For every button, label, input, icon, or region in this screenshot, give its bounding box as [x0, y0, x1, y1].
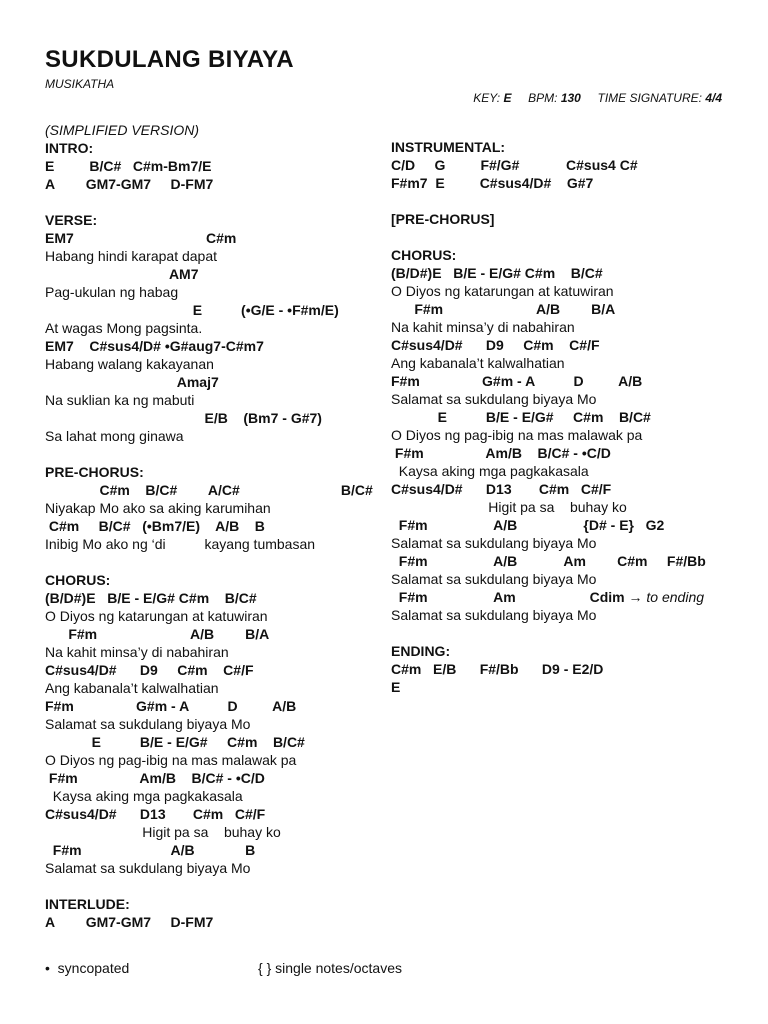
lyric-line: Na kahit minsa’y di nabahiran [391, 319, 575, 335]
chord-line: F#m Am/B B/C# - •C/D [391, 445, 611, 461]
spacer [391, 192, 706, 210]
song-meta [473, 91, 722, 105]
right-column [391, 138, 706, 696]
section-heading: [PRE-CHORUS] [391, 211, 495, 227]
lyric-line: Kaysa aking mga pagkakasala [45, 788, 243, 804]
time-signature-value: 4/4 [705, 91, 722, 105]
chord-line: E B/C# C#m-Bm7/E [45, 158, 212, 174]
lyric-line: Salamat sa sukdulang biyaya Mo [391, 535, 597, 551]
lyric-line: Salamat sa sukdulang biyaya Mo [391, 391, 597, 407]
chord-line: EM7 C#m [45, 230, 237, 246]
bpm-label: BPM: [528, 91, 561, 105]
lyric-line: Salamat sa sukdulang biyaya Mo [391, 607, 597, 623]
section-heading: CHORUS: [391, 247, 457, 263]
lyric-line: Habang walang kakayanan [45, 356, 214, 372]
chord-line: C#sus4/D# D13 C#m C#/F [391, 481, 612, 497]
bpm-value: 130 [560, 91, 581, 105]
left-column [45, 121, 373, 931]
spacer [45, 445, 373, 463]
lyric-line: O Diyos ng pag-ibig na mas malawak pa [45, 752, 297, 768]
footer-legend-syncopated: • syncopated [45, 960, 130, 976]
chord-line: AM7 [45, 266, 199, 282]
chord-line: F#m G#m - A D A/B [45, 698, 297, 714]
chord-line: A GM7-GM7 D-FM7 [45, 914, 214, 930]
chord-line: F#m A/B B/A [391, 301, 616, 317]
chord-line: E [391, 679, 401, 695]
key-value: E [503, 91, 512, 105]
lyric-line: Ang kabanala’t kalwalhatian [391, 355, 565, 371]
chord-line: C#m E/B F#/Bb D9 - E2/D [391, 661, 604, 677]
lyric-line: O Diyos ng pag-ibig na mas malawak pa [391, 427, 643, 443]
lyric-line: Salamat sa sukdulang biyaya Mo [45, 716, 251, 732]
chord-line: C/D G F#/G# C#sus4 C# [391, 157, 638, 173]
spacer [45, 553, 373, 571]
chord-line: (B/D#)E B/E - E/G# C#m B/C# [45, 590, 257, 606]
lyric-line: Ang kabanala’t kalwalhatian [45, 680, 219, 696]
key-label: KEY: [473, 91, 504, 105]
spacer [45, 193, 373, 211]
lyric-line: Salamat sa sukdulang biyaya Mo [391, 571, 597, 587]
lyric-line: O Diyos ng katarungan at katuwiran [45, 608, 268, 624]
chord-line: F#m A/B B [45, 842, 256, 858]
artist-name: MUSIKATHA [45, 77, 115, 91]
spacer [391, 228, 706, 246]
chord-line: C#m B/C# (•Bm7/E) A/B B [45, 518, 265, 534]
lyric-line: Sa lahat mong ginawa [45, 428, 184, 444]
lyric-line: Salamat sa sukdulang biyaya Mo [45, 860, 251, 876]
chord-line [391, 588, 706, 606]
section-heading: CHORUS: [45, 572, 111, 588]
footer-legend-single-notes: { } single notes/octaves [258, 960, 402, 976]
time-signature-label: TIME SIGNATURE: [597, 91, 706, 105]
chord-line: F#m7 E C#sus4/D# G#7 [391, 175, 594, 191]
lyric-line: Inibig Mo ako ng ‘di kayang tumbasan [45, 536, 316, 552]
section-heading: INTRO: [45, 140, 94, 156]
song-title: SUKDULANG BIYAYA [45, 46, 294, 73]
chord-line: F#m A/B B/A [45, 626, 270, 642]
chord-line: F#m G#m - A D A/B [391, 373, 643, 389]
chord-line: C#m B/C# A/C# B/C# [45, 482, 373, 498]
lyric-line: Pag-ukulan ng habag [45, 284, 179, 300]
spacer [391, 624, 706, 642]
section-heading: PRE-CHORUS: [45, 464, 144, 480]
chord-line: A GM7-GM7 D-FM7 [45, 176, 214, 192]
section-heading: ENDING: [391, 643, 451, 659]
chord-line: F#m A/B {D# - E} G2 [391, 517, 665, 533]
lyric-line: At wagas Mong pagsinta. [45, 320, 203, 336]
lyric-line: O Diyos ng katarungan at katuwiran [391, 283, 614, 299]
section-heading: INTERLUDE: [45, 896, 130, 912]
chord-line: C#sus4/D# D9 C#m C#/F [391, 337, 600, 353]
chord-line: E (•G/E - •F#m/E) [45, 302, 339, 318]
section-heading: INSTRUMENTAL: [391, 139, 506, 155]
lyric-line: Na suklian ka ng mabuti [45, 392, 195, 408]
chord-line: E B/E - E/G# C#m B/C# [391, 409, 651, 425]
chord-line: C#sus4/D# D13 C#m C#/F [45, 806, 266, 822]
section-heading: VERSE: [45, 212, 98, 228]
lyric-line: Niyakap Mo ako sa aking karumihan [45, 500, 271, 516]
chord-line: E/B (Bm7 - G#7) [45, 410, 322, 426]
chord-line: F#m Am/B B/C# - •C/D [45, 770, 265, 786]
lyric-line: Higit pa sa buhay ko [391, 499, 627, 515]
chord-line: EM7 C#sus4/D# •G#aug7-C#m7 [45, 338, 264, 354]
chord-line: Amaj7 [45, 374, 219, 390]
chord-line: C#sus4/D# D9 C#m C#/F [45, 662, 254, 678]
chord-line: (B/D#)E B/E - E/G# C#m B/C# [391, 265, 603, 281]
chord-text: F#m Am Cdim → [391, 589, 647, 605]
lyric-line: Kaysa aking mga pagkakasala [391, 463, 589, 479]
chord-line: E B/E - E/G# C#m B/C# [45, 734, 305, 750]
chord-line: F#m A/B Am C#m F#/Bb [391, 553, 706, 569]
chord-note: to ending [646, 589, 705, 605]
lyric-line: Higit pa sa buhay ko [45, 824, 281, 840]
lyric-line: Habang hindi karapat dapat [45, 248, 218, 264]
version-note: (SIMPLIFIED VERSION) [45, 122, 200, 138]
spacer [45, 877, 373, 895]
lyric-line: Na kahit minsa’y di nabahiran [45, 644, 229, 660]
